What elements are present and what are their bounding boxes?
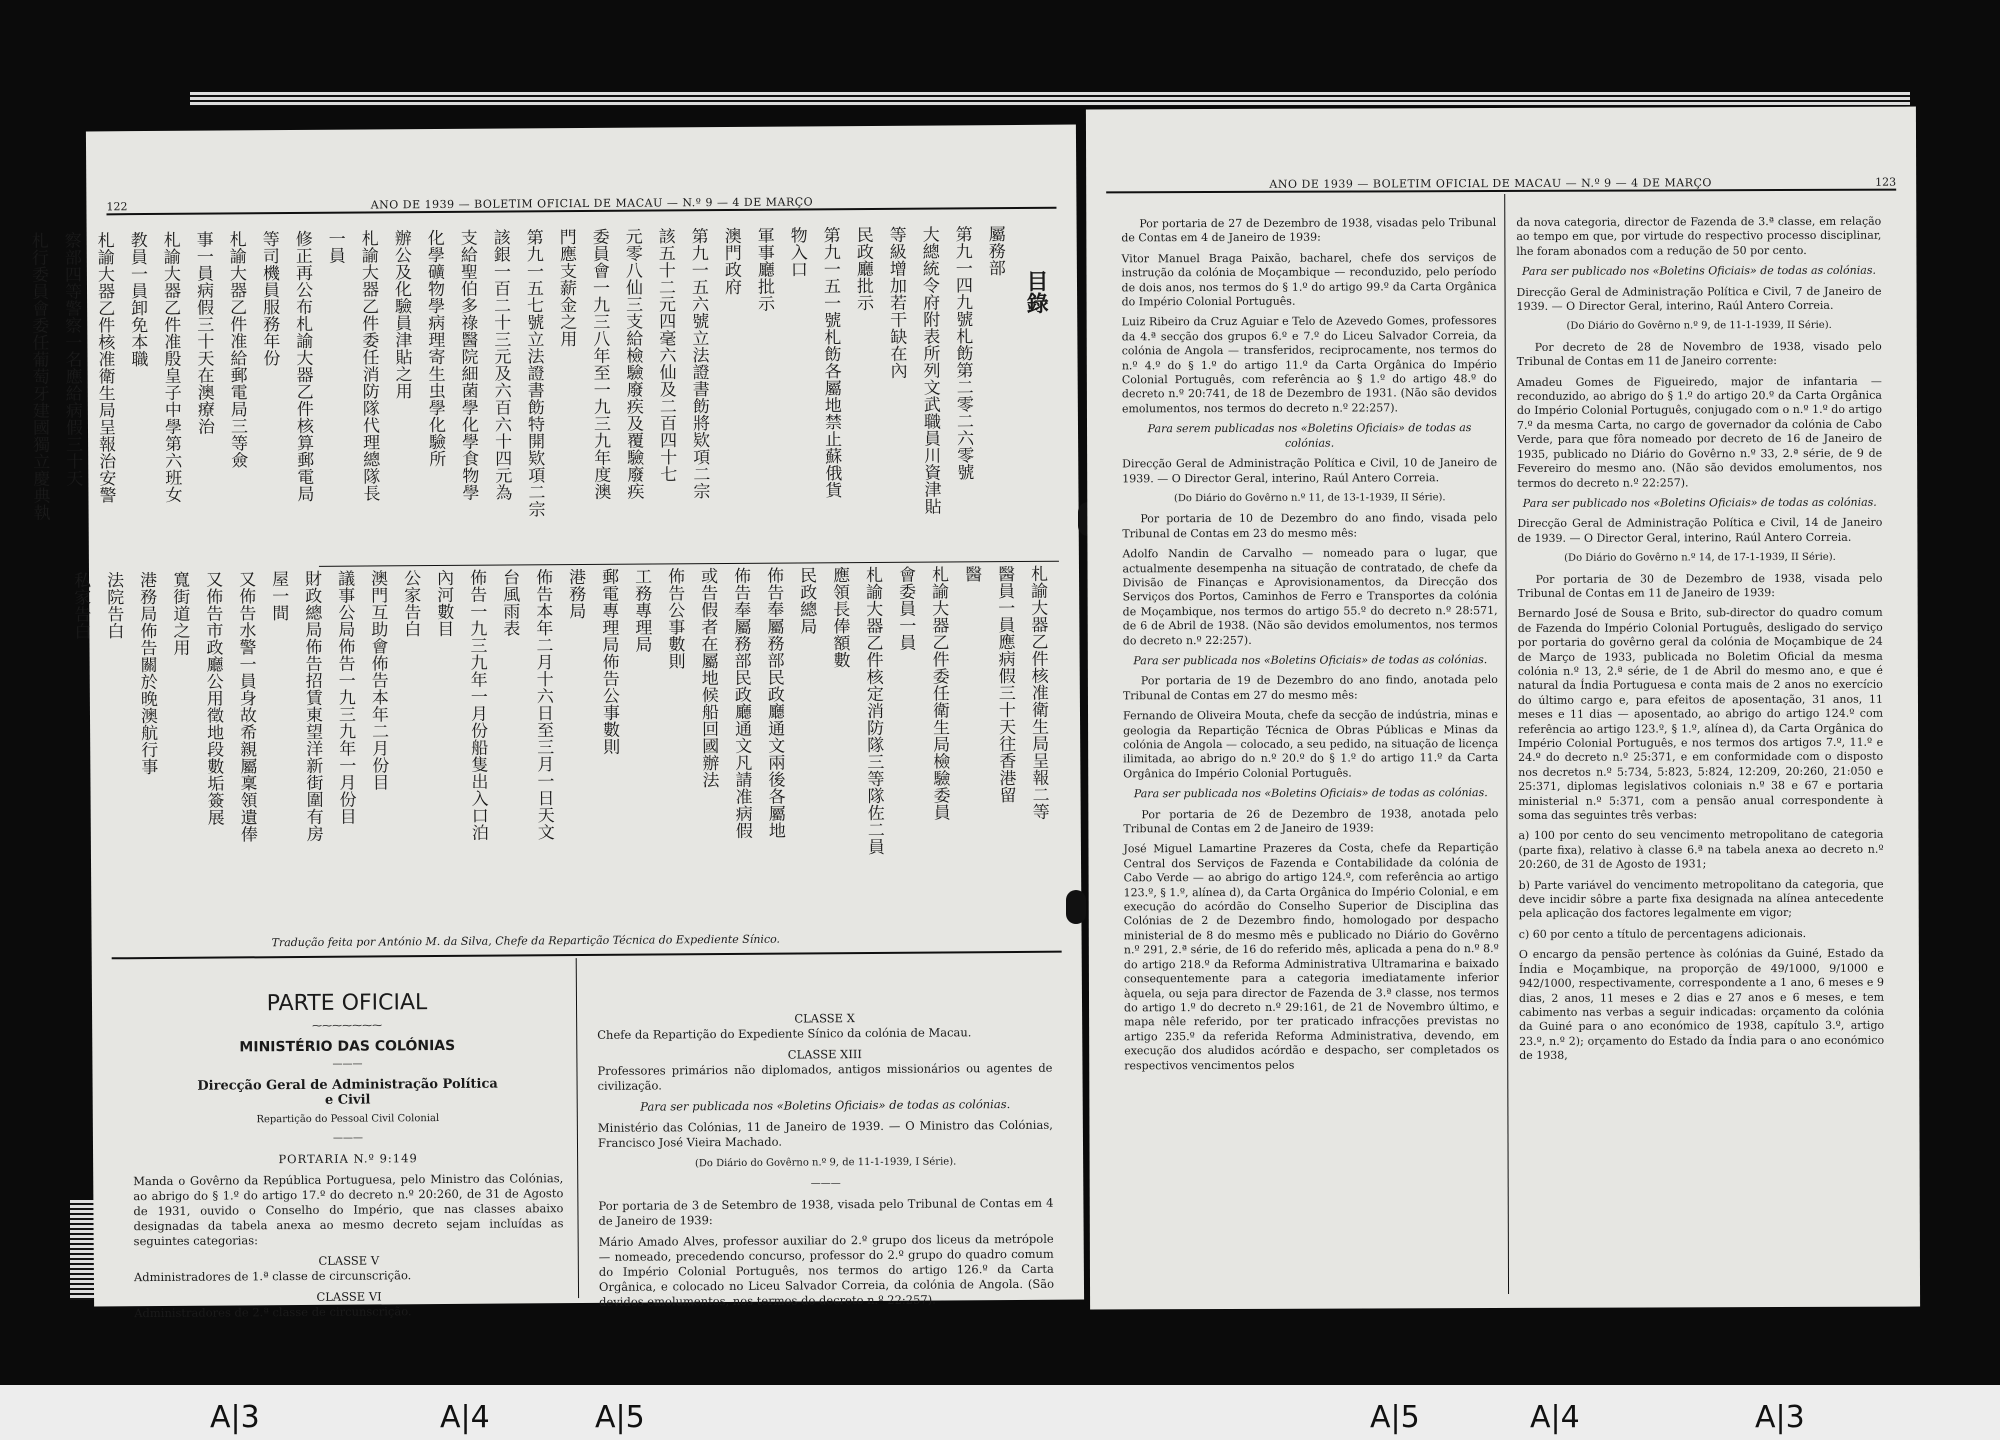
index-entry: 該五十二元四毫六仙及二百四十七 xyxy=(654,227,677,483)
paragraph: da nova categoria, director de Fazenda de 3.ª classe, em relação ao tempo em que, por virtude do respectivo processo disciplinar, lhe foram abonados com a redução de 50 por cento. xyxy=(1516,214,1882,258)
paragraph: Por portaria de 26 de Dezembro de 1938, anotada pelo Tribunal de Contas em 2 de Janeiro de 1939: xyxy=(1123,806,1499,836)
index-entry: 門應支薪金之用 xyxy=(555,228,577,348)
section-ornament: ——— xyxy=(810,1178,841,1190)
index-entry: 等司機員服務年份 xyxy=(258,230,280,367)
index-entry: 屋一間 xyxy=(267,570,289,622)
strip-label: A|3 xyxy=(210,1400,260,1435)
strip-label: A|3 xyxy=(1755,1400,1805,1435)
index-entry: 一員 xyxy=(324,229,345,264)
translation-note: Tradução feita por António M. da Silva, Chefe da Repartição Técnica do Expediente Sínico. xyxy=(271,932,781,950)
paragraph: Para ser publicado nos «Boletins Oficiais» de todas as colónias. xyxy=(1522,495,1877,510)
publicar-note: Para ser publicada nos «Boletins Oficiais» de todas as colónias. xyxy=(640,1097,1011,1114)
index-entry: 澳門互助會佈告本年二月份目 xyxy=(366,569,389,791)
translation-rule xyxy=(112,951,1062,960)
right-column-b xyxy=(1516,215,1884,1070)
index-entry: 該銀一百二十三元及六百六十四元為 xyxy=(489,228,512,501)
paragraph: Adolfo Nandin de Carvalho — nomeado para o lugar, que actualmente desempenha na situação de contratado, de chefe da Divisão de Finanças e Aprovisionamentos, da Direcção dos Serviços dos Portos, Caminhos de Ferro e Transportes da colónia de Moçambique, nos termos do artigo 55.º do decreto n.º 28:571, de 6 de Abril de 1938. (Não são devidos emolumentos, nos termos do decreto n.º 22:257). xyxy=(1122,546,1498,647)
index-entry: 議事公局佈告一九三九年一月份目 xyxy=(333,569,356,825)
left-page-header xyxy=(106,185,1056,216)
classe-vi: CLASSE VI xyxy=(316,1289,382,1304)
paragraph: a) 100 por cento do seu vencimento metropolitano de categoria (parte fixa), relativo à classe 6.ª na tabela anexa ao decreto n.º 20:260, de 31 de Agosto de 1931; xyxy=(1518,828,1884,872)
paragraph: Amadeu Gomes de Figueiredo, major de infantaria — reconduzido, ao abrigo do § 1.º do artigo 20.º da Carta Orgânica do Império Colonial Português, conjugado com o n.º 1.º do artigo 7.º da mesma Carta, no cargo de governador da colónia de Cabo Verde, para que fôra nomeado por decreto de 16 de Janeiro de 1935, publicado no Diário do Govêrno n.º 33, 2.ª série, de 9 de Fevereiro do mesmo ano. (Não são devidos emolumentos, nos termos do decreto n.º 22:257). xyxy=(1516,374,1883,490)
index-entry: 公家告白 xyxy=(399,569,421,638)
index-entry: 佈告奉屬務部民政廳通文兩後各屬地 xyxy=(762,566,785,839)
ministerio-heading: MINISTÉRIO DAS COLÓNIAS xyxy=(239,1037,456,1056)
index-entry: 佈告本年二月十六日至三月一日天文 xyxy=(531,568,554,841)
left-page xyxy=(27,125,1084,1321)
index-entry: 醫員一員應病假三十天往香港留 xyxy=(993,565,1016,804)
index-entry: 辦公及化驗員津貼之用 xyxy=(390,229,412,400)
paragraph: Por portaria de 10 de Dezembro do ano findo, visada pelo Tribunal de Contas em 23 do mesmo mês: xyxy=(1122,511,1498,541)
ministerio-signature: Ministério das Colónias, 11 de Janeiro de 1939. — O Ministro das Colónias, Francisco José Vieira Machado. xyxy=(597,1117,1053,1150)
parte-oficial-column xyxy=(132,990,564,1327)
portaria-body: Manda o Govêrno da República Portuguesa, pelo Ministro das Colónias, ao abrigo do § 1.º do artigo 17.º do decreto n.º 20:260, de 31 de Agosto de 1931, ouvido o Conselho do Império, que nas classes abaixo designadas da tabela anexa ao mesmo decreto sejam incluídas as seguintes categorias: xyxy=(133,1171,564,1249)
classe-v: CLASSE V xyxy=(318,1253,380,1268)
index-entry: 財政總局佈告招賃東望洋新街圍有房 xyxy=(300,569,323,842)
index-entry: 屬務部 xyxy=(984,225,1005,277)
index-entry: 第九一五一號札飭各屬地禁止蘇俄貨 xyxy=(819,226,842,499)
chinese-index-bottom xyxy=(59,565,1051,902)
index-entry: 札諭大器乙件准殷皇子中學第六班女 xyxy=(159,230,182,503)
portaria-intro: Por portaria de 3 de Setembro de 1938, visada pelo Tribunal de Contas em 4 de Janeiro de 1939: xyxy=(598,1195,1054,1228)
classe-v-item: Administradores de 1.ª classe de circunscrição. xyxy=(133,1268,412,1285)
paragraph: José Miguel Lamartine Prazeres da Costa, chefe da Repartição Central dos Serviços de Fazenda e Contabilidade da colónia de Cabo Verde — ao abrigo do artigo 124.º, com referência ao artigo 123.º, § 1.º, alínea d), da Carta Orgânica do Império Colonial, e em execução do acórdão do Conselho Superior de Disciplina das Colónias de 2 de Dezembro findo, homologado por despacho ministerial de 8 do mesmo mês e publicado no Diário do Govêrno n.º 291, 2.ª série, de 16 do referido mês, aplicada a pena do n.º 8.º do artigo 218.º da Reforma Administrativa Ultramarina e baixado consequentemente para a categoria imediatamente inferior àquela, ou seja para director de Fazenda de 3.ª classe, nos termos do artigo 1.º do decreto n.º 29:161, de 21 de Novembro último, e mapa nêle referido, por ter praticado infracções previstas no artigo 235.º da referida Reforma Administrativa, devendo, em execução dos aludidos acórdão e despacho, ser completados os respectivos vencimentos pelos xyxy=(1123,841,1500,1072)
classe-xiii-item: Professores primários não diplomados, antigos missionários ou agentes de civilização. xyxy=(597,1060,1053,1093)
film-strip xyxy=(0,1385,2000,1440)
index-entry: 又佈告市政廳公用徵地段數垢簽展 xyxy=(201,570,224,826)
classe-xiii: CLASSE XIII xyxy=(787,1047,862,1062)
index-entry: 札諭大器乙件核准衛生局呈報治安警 xyxy=(93,231,116,504)
paragraph: O encargo da pensão pertence às colónias da Guiné, Estado da Índia e Moçambique, na proporção de 49/1000, 9/1000 e 942/1000, respectivamente, correspondente a 1 ano, 6 meses e 9 dias, 2 anos, 11 meses e 2 dias e 27 anos e 6 meses, e tem cabimento nas verbas a seguir indicadas: orçamento da colónia da Guiné para o ano económico de 1938, capítulo 3.º, artigo 23.º, n.º 2); orçamento do Estado da Índia para o ano económico de 1938, xyxy=(1518,946,1885,1063)
binding-hole-bottom xyxy=(1066,890,1086,924)
right-page-header xyxy=(1106,167,1896,194)
index-entry: 澳門政府 xyxy=(720,226,742,296)
right-column-a xyxy=(1121,216,1499,1079)
index-entry: 台風雨表 xyxy=(498,568,520,637)
right-page-number: 123 xyxy=(1875,175,1897,189)
left-page-number: 122 xyxy=(106,200,128,214)
chinese-index-top xyxy=(17,225,1009,567)
index-entry: 札行委員會委任葡萄牙建國獨立慶典執 xyxy=(27,231,50,521)
classes-column xyxy=(597,1010,1054,1316)
index-entry: 郵電專理局佈告公事數則 xyxy=(597,567,620,755)
index-entry: 佈告一九三九年一月份船隻出入口泊 xyxy=(465,568,488,841)
paragraph: c) 60 por cento a título de percentagens adicionais. xyxy=(1518,926,1807,941)
paragraph: Para serem publicadas nos «Boletins Oficiais» de todas as colónias. xyxy=(1147,421,1472,450)
left-page-header-title: ANO DE 1939 — BOLETIM OFICIAL DE MACAU — N.º 9 — 4 DE MARÇO xyxy=(370,195,814,212)
index-entry: 又佈告水警一員身故希親屬稟領遺俸 xyxy=(234,570,257,843)
index-entry: 會委員一員 xyxy=(894,565,916,651)
paragraph: Luiz Ribeiro da Cruz Aguiar e Telo de Azevedo Gomes, professores da 4.ª secção dos grupos 6.º e 7.º do Liceu Salvador Correia, da colónia de Angola — transferidos, reciprocamente, nos termos do n.º 4.º do § 1.º do artigo 11.º da Carta Orgânica do Império Colonial Português, com referência ao § 1.º do artigo 48.º do decreto n.º 20:741, de 18 de Dezembro de 1931. (Não são devidos emolumentos, nos termos do decreto n.º 22:257). xyxy=(1121,314,1497,416)
index-entry: 元零八仙三支給檢驗廢疾及覆驗廢疾 xyxy=(621,227,644,500)
paragraph: Direcção Geral de Administração Política e Civil, 10 de Janeiro de 1939. — O Director Geral, interino, Raúl Antero Correia. xyxy=(1122,456,1498,485)
strip-label: A|5 xyxy=(595,1400,645,1435)
right-page xyxy=(1086,107,1920,1310)
column-rule-left-page xyxy=(576,958,579,1298)
index-entry: 察部四等警察一名應給病假三十天 xyxy=(60,231,83,487)
paragraph: Por portaria de 19 de Dezembro do ano findo, anotada pelo Tribunal de Contas em 27 do mesmo mês: xyxy=(1122,673,1498,703)
index-entry: 軍事廳批示 xyxy=(753,226,775,312)
paragraph: Por portaria de 30 de Dezembro de 1938, visada pelo Tribunal de Contas em 11 de Janeiro de 1939: xyxy=(1517,571,1883,600)
index-entry: 札諭大器乙件核准衛生局呈報二等 xyxy=(1026,564,1049,820)
paragraph: Para ser publicada nos «Boletins Oficiais» de todas as colónias. xyxy=(1133,786,1488,801)
index-entry: 札諭大器乙件委任消防隊代理總隊長 xyxy=(357,229,380,502)
strip-label: A|4 xyxy=(1530,1400,1580,1435)
reparticao-ornament: ——— xyxy=(332,1132,363,1144)
paragraph: Por portaria de 27 de Dezembro de 1938, visadas pelo Tribunal de Contas em 4 de Janeiro de 1939: xyxy=(1121,216,1497,245)
index-entry: 民政總局 xyxy=(795,566,817,635)
paragraph: Direcção Geral de Administração Política e Civil, 14 de Janeiro de 1939. — O Director Geral, interino, Raúl Antero Correia. xyxy=(1517,515,1883,545)
portaria-number: PORTARIA N.º 9:149 xyxy=(278,1151,418,1167)
index-entry: 教員一員卸免本職 xyxy=(126,231,148,368)
strip-label: A|4 xyxy=(440,1400,490,1435)
index-entry: 港務局佈告關於晚澳航行事 xyxy=(135,570,158,776)
index-entry: 佈告公事數則 xyxy=(663,567,685,670)
index-entry: 或告假者在屬地候船回國辦法 xyxy=(696,567,719,789)
paragraph: Para ser publicado nos «Boletins Oficiais» de todas as colónias. xyxy=(1521,263,1876,279)
classe-x-item: Chefe da Repartição do Expediente Sínico da colónia de Macau. xyxy=(597,1025,972,1042)
index-entry: 私家告白 xyxy=(69,571,91,640)
index-entry: 札諭大器乙件核定消防隊三等隊佐二員 xyxy=(861,565,884,856)
direccao-heading-2: e Civil xyxy=(324,1092,371,1108)
index-entry: 法院告白 xyxy=(102,571,124,640)
paragraph: (Do Diário do Govêrno n.º 14, de 17-1-1939, II Série). xyxy=(1564,551,1836,564)
index-entry: 委員會一九三八年至一九三九年度澳 xyxy=(588,227,611,500)
index-entry: 寬街道之用 xyxy=(168,570,190,656)
classe-vi-item: Administradores de 2.ª classe de circunscrição. xyxy=(134,1304,412,1321)
index-entry: 工務專理局 xyxy=(630,567,652,653)
index-entry: 佈告奉屬務部民政廳通文凡請准病假 xyxy=(729,566,752,839)
paragraph: Vitor Manuel Braga Paixão, bacharel, chefe dos serviços de instrução da colónia de Moçambique — reconduzido, pelo período de dois anos, nos termos do § 1.º do artigo 99.º da Carta Orgânica do Império Colonial Português. xyxy=(1121,250,1497,309)
paragraph: Bernardo José de Sousa e Brito, sub-director do quadro comum de Fazenda do Império Colonial Português, desligado do serviço por portaria do govêrno geral da colónia de Moçambique de 24 de Março de 1933, publicada no Boletim Oficial da mesma colónia n.º 13, 2.ª série, de 1 de Abril do mesmo ano, e que é natural da Índia Portuguesa e conta mais de 2 anos no exercício do último cargo e, para efeitos de aposentação, 31 anos, 11 meses e 11 dias — aposentado, ao abrigo do artigo 124.º com referência ao artigo 123.º, § 1.º, alínea d), da Carta Orgânica do Império Colonial Português, e nos termos dos artigos 7.º, 11.º e 24.º do decreto n.º 25:371, e em conformidade com o disposto nos decretos n.º 5:734, 5:823, 5:824, 12:209, 20:260, 21:050 e 25:371, diplomas legislativos coloniais n.º 38 e 67 e portaria ministerial n.º 5:371, com a pensão anual correspondente à soma das seguintes três verbas: xyxy=(1517,606,1884,822)
diario-source: (Do Diário do Govêrno n.º 9, de 11-1-1939, I Série). xyxy=(694,1156,957,1170)
index-entry: 等級增加若干缺在內 xyxy=(885,225,907,379)
right-page-header-title: ANO DE 1939 — BOLETIM OFICIAL DE MACAU — N.º 9 — 4 DE MARÇO xyxy=(1269,176,1712,191)
index-entry: 內河數目 xyxy=(432,568,454,638)
ministerio-ornament: ——— xyxy=(332,1058,363,1070)
paper-edge-top xyxy=(190,92,1910,106)
paragraph: Direcção Geral de Administração Política e Civil, 7 de Janeiro de 1939. — O Director Geral, interino, Raúl Antero Correia. xyxy=(1516,284,1882,313)
heading-ornament: ⁓⁓⁓⁓⁓⁓⁓ xyxy=(312,1020,383,1032)
index-entry: 物入口 xyxy=(786,226,807,278)
index-entry: 醫 xyxy=(960,565,982,583)
paragraph: Fernando de Oliveira Mouta, chefe da secção de indústria, minas e geologia da Repartição Técnica de Obras Públicas e Minas da colónia de Angola — colocado, a seu pedido, na situação de licença ilimitada, ao abrigo do n.º 20.º do § 1.º do artigo 11.º da Carta Orgânica do Império Colonial Português. xyxy=(1123,708,1499,781)
paragraph: Para ser publicada nos «Boletins Oficiais» de todas as colónias. xyxy=(1133,653,1488,668)
index-entry: 札諭大器乙件准給郵電局三等僉 xyxy=(225,230,248,469)
paragraph: Por decreto de 28 de Novembro de 1938, visado pelo Tribunal de Contas em 11 de Janeiro corrente: xyxy=(1516,339,1882,369)
paragraph: (Do Diário do Govêrno n.º 11, de 13-1-1939, II Série). xyxy=(1173,492,1446,505)
reparticao-heading: Repartição do Pessoal Civil Colonial xyxy=(256,1113,440,1126)
index-entry: 事一員病假三十天在澳療治 xyxy=(192,230,215,435)
index-entry: 第九一五七號立法證書飭特開欵項二宗 xyxy=(522,228,545,518)
index-entry: 應領長俸額數 xyxy=(828,566,850,669)
index-entry: 大總統令府附表所列文武職員川資津貼 xyxy=(918,225,941,515)
index-entry: 支給聖伯多祿醫院細菌學化學食物學 xyxy=(456,228,479,501)
paragraph: (Do Diário do Govêrno n.º 9, de 11-1-1939, II Série). xyxy=(1566,320,1832,333)
index-entry: 民政廳批示 xyxy=(852,225,874,312)
index-entry: 第九一四九號札飭第二零二六零號 xyxy=(951,225,974,481)
column-rule-right-page xyxy=(1504,194,1509,1294)
index-entry: 札諭大器乙件委任衛生局檢驗委員 xyxy=(927,565,950,821)
index-entry: 化學礦物學病理寄生虫學化驗所 xyxy=(423,228,446,468)
paragraph: b) Parte variável do vencimento metropolitano da categoria, que deve incidir sôbre a parte fixa designada na alínea antecedente pela aplicação dos factores legalmente em vigor; xyxy=(1518,877,1884,921)
index-entry: 港務局 xyxy=(564,567,586,620)
classe-x: CLASSE X xyxy=(794,1011,855,1026)
index-entry: 第九一五六號立法證書飭將欵項二宗 xyxy=(687,227,710,500)
contents-title: 目錄 xyxy=(1022,269,1049,314)
strip-label: A|5 xyxy=(1370,1400,1420,1435)
direccao-heading-1: Direcção Geral de Administração Política xyxy=(197,1076,498,1094)
portaria-entry: Mário Amado Alves, professor auxiliar do 2.º grupo dos liceus da metrópole — nomeado, precedendo concurso, professor do 2.º grupo do quadro comum do Império Colonial Português, nos termos do artigo 126.º da Carta Orgânica, e colocado no Liceu Salvador Correia, da colónia de Angola. (São devidos emolumentos, nos termos do decreto n.º 22:257). xyxy=(598,1231,1055,1309)
index-entry: 修正再公布札諭大器乙件核算郵電局 xyxy=(291,229,314,503)
parte-oficial-heading: PARTE OFICIAL xyxy=(266,990,428,1017)
